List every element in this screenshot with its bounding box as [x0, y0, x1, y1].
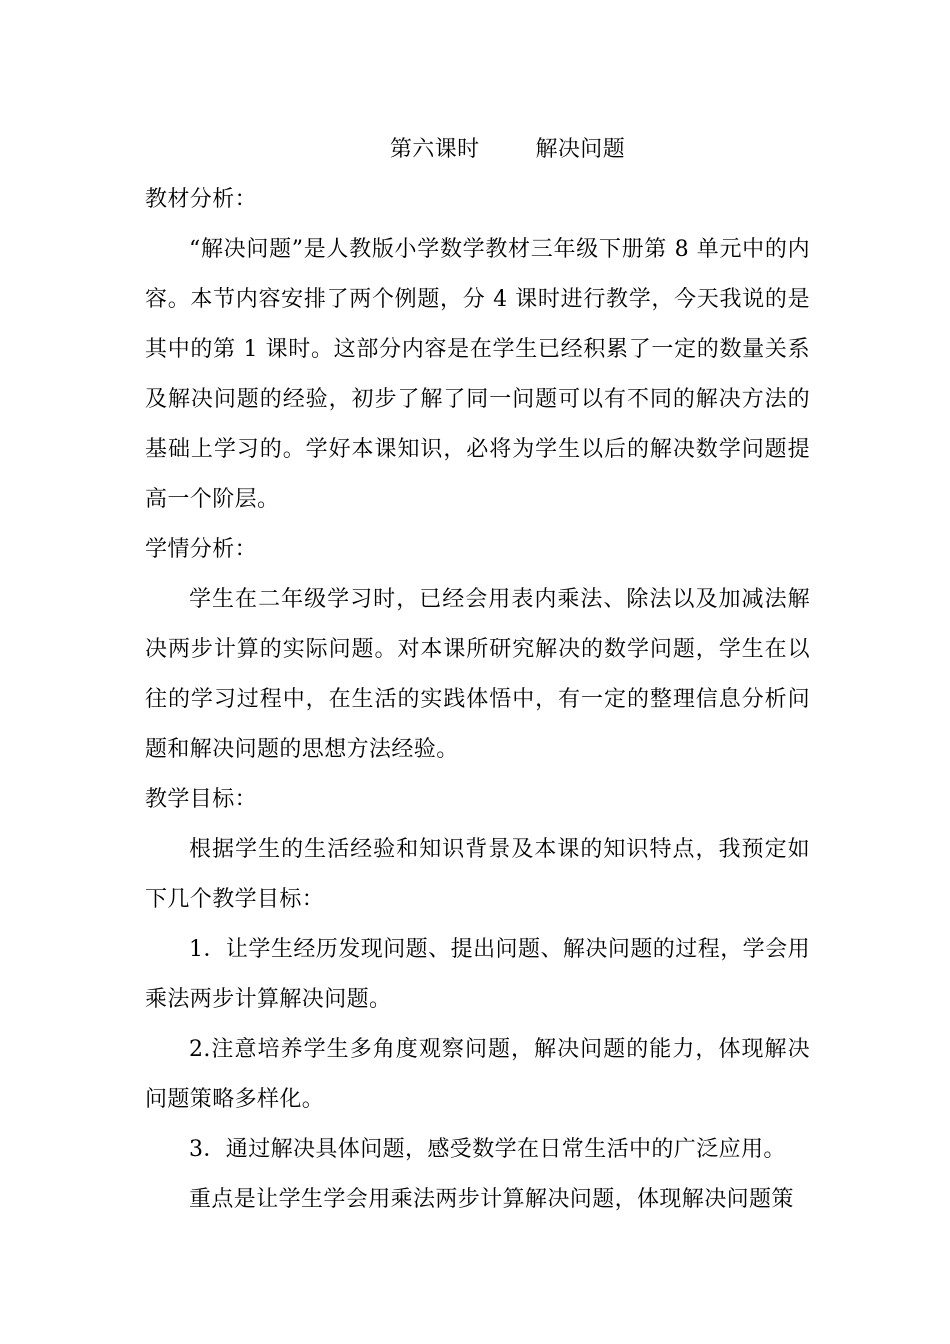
goal-item-2: 2.注意培养学生多角度观察问题，解决问题的能力，体现解决问题策略多样化。 [145, 1037, 810, 1112]
paragraph-student-analysis: 学生在二年级学习时，已经会用表内乘法、除法以及加减法解决两步计算的实际问题。对本课所研究解决的数学问题，学生在以往的学习过程中，在生活的实践体悟中，有一定的整理信息分析问题和解决问题的思想方法经验。 [145, 587, 810, 762]
goal-item-1: 1．让学生经历发现问题、提出问题、解决问题的过程，学会用乘法两步计算解决问题。 [145, 937, 810, 1012]
heading-student-analysis: 学情分析： [145, 537, 258, 562]
paragraph-key-point: 重点是让学生学会用乘法两步计算解决问题，体现解决问题策 [189, 1187, 794, 1212]
heading-material-analysis: 教材分析： [145, 187, 258, 212]
title-topic: 解决问题 [535, 137, 626, 162]
heading-teaching-goals: 教学目标： [145, 787, 258, 812]
goal-item-3: 3．通过解决具体问题，感受数学在日常生活中的广泛应用。 [189, 1137, 786, 1162]
document-body [145, 125, 810, 1225]
document-title [145, 125, 810, 175]
paragraph-material-analysis: “解决问题”是人教版小学数学教材三年级下册第 8 单元中的内容。本节内容安排了两个例题，分 4 课时进行教学，今天我说的是其中的第 1 课时。这部分内容是在学生已经积累了一定的数量关系及解决问题的经验，初步了解了同一问题可以有不同的解决方法的基础上学习的。学好本课知识，必将为学生以后的解决数学问题提高一个阶层。 [145, 237, 810, 512]
paragraph-goals-intro: 根据学生的生活经验和知识背景及本课的知识特点，我预定如下几个教学目标： [145, 837, 810, 912]
title-lesson: 第六课时 [389, 137, 480, 162]
